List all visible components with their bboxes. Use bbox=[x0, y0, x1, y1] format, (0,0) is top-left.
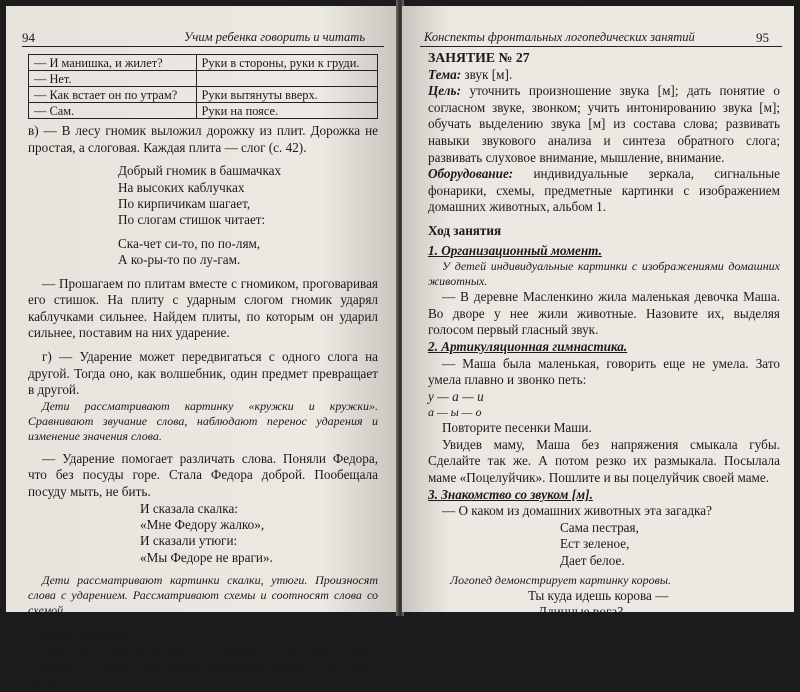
teacher-note: Дети рассматривают картинки скалки, утюги. Произносят слова с ударением. Рассматривают схемы и соотносят слова со схемой. bbox=[28, 573, 378, 618]
running-title: Конспекты фронтальных логопедических занятий bbox=[424, 30, 695, 44]
riddle: Сама пестрая, Ест зеленое, Дает белое. bbox=[560, 519, 639, 568]
lesson-plan-heading: Ход занятия bbox=[428, 222, 502, 238]
paragraph: — В деревне Масленкино жила маленькая девочка Маша. Во дворе у нее жили животные. Назовите их, выделяя голосом первый гласный звук. bbox=[428, 289, 780, 338]
teacher-note: У детей индивидуальные картинки с изображениями домашних животных. bbox=[428, 259, 780, 289]
poem: Ты куда идешь корова — Длинные рога? bbox=[528, 588, 669, 620]
paragraph: Логопед демонстрирует предметы посуды. Дети произносят слово с ударением, выделяют ударный гласный в слове. bbox=[28, 641, 378, 690]
table-row: — Нет. bbox=[29, 71, 378, 87]
table-row: — Сам. Руки на поясе. bbox=[29, 103, 378, 119]
gesture-table bbox=[28, 54, 378, 119]
topic-line: Тема: звук [м]. bbox=[428, 66, 513, 82]
section-heading: 2. Артикуляционная гимнастика. bbox=[428, 338, 628, 354]
right-content bbox=[428, 50, 780, 621]
paragraph: г) — Ударение может передвигаться с одного слога на другой. Тогда оно, как волшебник, один предмет превращает в другой. bbox=[28, 349, 378, 398]
table-row: — Как встает он по утрам? Руки вытянуты вверх. bbox=[29, 87, 378, 103]
paragraph: — О каком из домашних животных эта загадка? bbox=[442, 503, 712, 519]
right-page bbox=[402, 6, 794, 620]
section-heading: 4. Итог занятия. bbox=[28, 625, 130, 641]
paragraph: — Прошагаем по плитам вместе с гномиком, проговаривая его стишок. На плиту с ударным слогом гномик ударял каблучками сильнее. Найдем плиты, по которым он ударил сильнее, поставим на них ударение. bbox=[28, 275, 378, 341]
teacher-note: Дети рассматривают картинку «кружки и кружки». Сравнивают звучание слова, наблюдают перенос ударения и изменение значения слова. bbox=[28, 398, 378, 443]
goal-paragraph: Цель: уточнить произношение звука [м]; дать понятие о согласном звуке, звонком; учить интонированию звука [м]; обучать выделению звука [м] из состава слова; развивать навыки звукового анализа и синтеза обратного слога; развивать слуховое внимание, мышление, внимание. bbox=[428, 83, 780, 165]
paragraph: в) — В лесу гномик выложил дорожку из плит. Дорожка не простая, а слоговая. Каждая плита — слог (с. 42). bbox=[28, 123, 378, 155]
left-page bbox=[6, 6, 398, 690]
header-rule bbox=[22, 46, 384, 47]
paragraph: Повторите песенки Маши. bbox=[442, 420, 592, 436]
teacher-note: Логопед демонстрирует картинку коровы. bbox=[450, 573, 671, 588]
lesson-title: ЗАНЯТИЕ № 27 bbox=[428, 50, 530, 65]
paragraph: — Ударение помогает различать слова. Поняли Федора, что без посуды горе. Стала Федора доброй. Пообещала посуду мыть, не бить. bbox=[28, 450, 378, 499]
section-heading: 3. Знакомство со звуком [м]. bbox=[428, 486, 593, 502]
paragraph: — Маша была маленькая, говорить еще не умела. Зато умела плавно и звонко петь: bbox=[428, 355, 780, 388]
poem: И сказала скалка: «Мне Федору жалко», И сказали утюги: «Мы Федоре не враги». bbox=[140, 500, 273, 565]
vowel-song: а — ы — о bbox=[428, 405, 482, 420]
page-number: 94 bbox=[22, 30, 35, 45]
header-rule bbox=[420, 46, 782, 47]
poem: Ска-чет си-то, по по-лям, А ко-ры-то по лу-гам. bbox=[118, 235, 261, 268]
running-title: Учим ребенка говорить и читать bbox=[184, 30, 366, 44]
equipment-paragraph: Оборудование: индивидуальные зеркала, сигнальные фонарики, схемы, предметные картинки с изображением домашних животных, альбом 1. bbox=[428, 166, 780, 215]
vowel-song: у — а — и bbox=[428, 388, 484, 404]
table-row: — И манишка, и жилет? Руки в стороны, руки к груди. bbox=[29, 55, 378, 71]
page-number: 95 bbox=[756, 30, 769, 45]
poem: Добрый гномик в башмачках На высоких каблучках По кирпичикам шагает, По слогам стишок читает: bbox=[118, 163, 282, 228]
section-heading: 1. Организационный момент. bbox=[428, 242, 602, 258]
paragraph: Увидев маму, Маша без напряжения смыкала губы. Сделайте так же. А потом резко их размыкала. Посылала маме «Поцелуйчик». Пошлите и вы поцелуйчик своей маме. bbox=[428, 436, 780, 486]
left-content bbox=[28, 54, 378, 692]
